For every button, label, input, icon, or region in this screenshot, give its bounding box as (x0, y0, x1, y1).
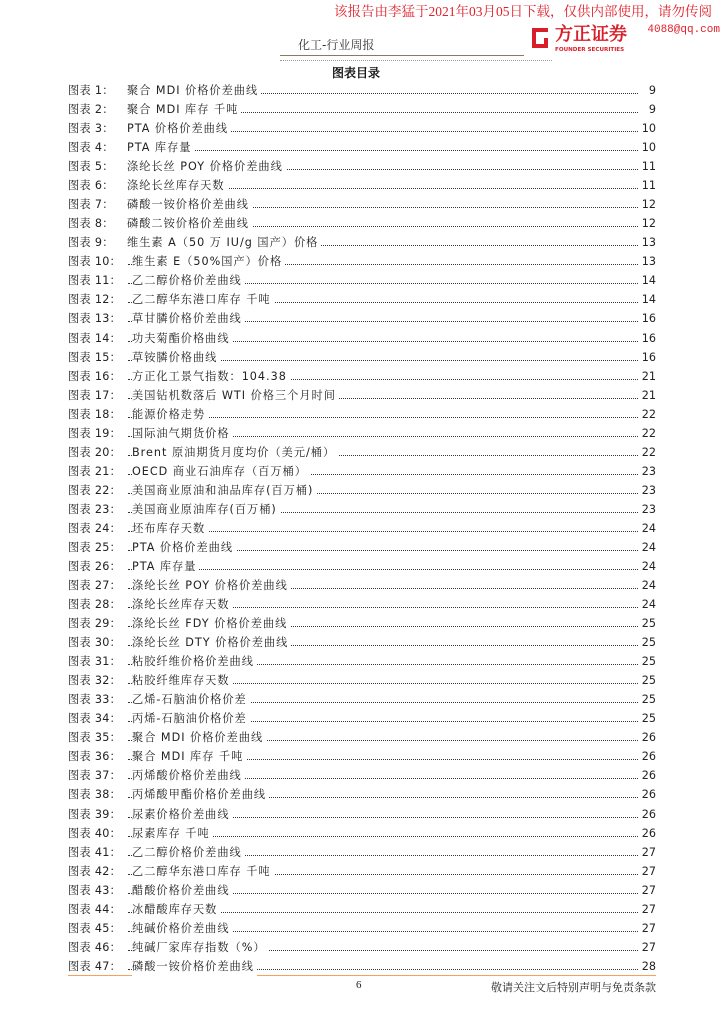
figure-page: 27 (639, 919, 656, 938)
figure-label: 图表 32： (68, 674, 122, 688)
figure-title: 乙烯-石脑油价格价差 (132, 690, 250, 709)
figure-title: 美国商业原油和油品库存(百万桶) (132, 481, 316, 500)
figure-title: 醋酸价格价差曲线 (132, 881, 233, 900)
figure-page: 14 (639, 290, 656, 309)
figure-title: 丙烯酸价格价差曲线 (132, 766, 245, 785)
figure-title: 涤纶长丝 DTY 价格价差曲线 (132, 633, 291, 652)
toc-entry[interactable] (68, 938, 656, 957)
toc-entry[interactable] (68, 443, 656, 462)
figure-title: Brent 原油期货月度均价（美元/桶） (132, 443, 338, 462)
figure-title: PTA 价格价差曲线 (132, 538, 236, 557)
figure-title: 维生素 A（50 万 IU/g 国产）价格 (127, 233, 321, 252)
figure-label: 图表 21： (68, 464, 122, 478)
toc-entry[interactable] (68, 195, 656, 214)
toc-entry[interactable] (68, 309, 656, 328)
figure-label: 图表 7： (68, 198, 114, 212)
figure-page: 27 (639, 843, 656, 862)
figure-page: 22 (639, 405, 656, 424)
toc-entry[interactable] (68, 862, 656, 881)
figure-label: 图表 41： (68, 845, 122, 859)
header-divider (280, 55, 524, 56)
report-category: 化工-行业周报 (298, 38, 375, 52)
figure-page: 24 (639, 519, 656, 538)
figure-label: 图表 25： (68, 540, 122, 554)
toc-entry[interactable] (68, 481, 656, 500)
figure-title: 纯碱厂家库存指数（%） (132, 938, 269, 957)
figure-title: 聚合 MDI 价格价差曲线 (132, 728, 266, 747)
figure-label: 图表 2： (68, 103, 114, 117)
figure-page: 9 (646, 81, 656, 100)
figure-label: 图表 15： (68, 350, 122, 364)
figure-page: 24 (639, 557, 656, 576)
toc-entry[interactable] (68, 214, 656, 233)
figure-label: 图表 1： (68, 84, 114, 97)
toc-entry[interactable] (68, 728, 656, 747)
figure-title: 涤纶长丝库存天数 (132, 595, 233, 614)
toc-entry[interactable] (68, 81, 656, 100)
figure-label: 图表 22： (68, 483, 122, 497)
figure-page: 23 (639, 500, 656, 519)
figure-page: 28 (639, 957, 656, 976)
figure-title: 乙二醇华东港口库存 千吨 (132, 290, 274, 309)
figure-title: 国际油气期货价格 (132, 424, 233, 443)
figure-label: 图表 26： (68, 560, 122, 573)
toc-entry[interactable] (68, 785, 656, 804)
toc-entry[interactable] (68, 252, 656, 271)
figure-page: 26 (639, 805, 656, 824)
header-dotted-divider (280, 60, 552, 61)
figure-page: 24 (639, 595, 656, 614)
figure-title: 乙二醇价格价差曲线 (132, 843, 245, 862)
figure-page: 26 (639, 824, 656, 843)
figure-label: 图表 34： (68, 712, 122, 726)
figure-label: 图表 42： (68, 864, 122, 878)
figure-title: 乙二醇价格价差曲线 (132, 271, 245, 290)
figure-title: PTA 库存量 (127, 138, 194, 157)
page-number: 6 (356, 979, 362, 991)
figure-label: 图表 19： (68, 426, 122, 440)
toc-entry[interactable] (68, 881, 656, 900)
figure-page: 26 (639, 766, 656, 785)
figure-label: 图表 8： (68, 217, 114, 231)
logo-text-en: FOUNDER SECURITIES (555, 47, 625, 53)
disclaimer-note: 敬请关注文后特别声明与免责条款 (491, 981, 656, 994)
figure-title: 磷酸一铵价格价差曲线 (132, 957, 257, 976)
figure-title: 功夫菊酯价格曲线 (132, 329, 233, 348)
figure-label: 图表 12： (68, 293, 122, 307)
figure-label: 图表 39： (68, 807, 122, 821)
figure-page: 27 (639, 881, 656, 900)
figure-page: 25 (639, 652, 656, 671)
figure-label: 图表 31： (68, 655, 122, 669)
figure-label: 图表 20： (68, 445, 122, 459)
figure-label: 图表 14： (68, 331, 122, 345)
figure-title: 尿素价格价差曲线 (132, 805, 233, 824)
figure-page: 10 (639, 119, 656, 138)
toc-entry[interactable] (68, 100, 656, 119)
figure-label: 图表 35： (68, 731, 122, 745)
figure-page: 25 (639, 633, 656, 652)
figure-page: 27 (639, 900, 656, 919)
figure-page: 27 (639, 862, 656, 881)
figure-page: 21 (639, 386, 656, 405)
figure-title: 涤纶长丝 POY 价格价差曲线 (127, 157, 286, 176)
figure-page: 25 (639, 614, 656, 633)
toc-entry[interactable] (68, 367, 656, 386)
figure-label: 图表 24： (68, 521, 122, 535)
figure-label: 图表 36： (68, 750, 122, 764)
figure-label: 图表 3： (68, 122, 114, 136)
figure-label: 图表 18： (68, 407, 122, 421)
toc-entry[interactable] (68, 348, 656, 367)
figure-title: 丙烯-石脑油价格价差 (132, 709, 250, 728)
toc-entry[interactable] (68, 462, 656, 481)
toc-entry[interactable] (68, 386, 656, 405)
toc-entry[interactable] (68, 671, 656, 690)
figure-title: 维生素 E（50%国产）价格 (132, 252, 285, 271)
figure-page: 22 (639, 443, 656, 462)
figure-title: PTA 库存量 (132, 557, 199, 576)
dot-leader (128, 150, 638, 151)
logo-text-cn: 方正证券 (555, 24, 627, 45)
figure-page: 14 (639, 271, 656, 290)
figure-label: 图表 10： (68, 255, 122, 269)
toc-entry[interactable] (68, 538, 656, 557)
figure-title: 磷酸一铵价格价差曲线 (127, 195, 252, 214)
figure-page: 22 (639, 424, 656, 443)
figure-page: 23 (639, 481, 656, 500)
figure-page: 16 (639, 329, 656, 348)
figure-title: 坯布库存天数 (132, 519, 208, 538)
figure-label: 图表 40： (68, 826, 122, 840)
figure-label: 图表 16： (68, 369, 122, 383)
figure-label: 图表 30： (68, 636, 122, 650)
figure-title: 丙烯酸甲酯价格价差曲线 (132, 785, 269, 804)
figure-page: 11 (639, 157, 656, 176)
figure-title: 乙二醇华东港口库存 千吨 (132, 862, 274, 881)
figure-page: 9 (646, 100, 656, 119)
toc-entry[interactable] (68, 576, 656, 595)
toc-entry[interactable] (68, 500, 656, 519)
figure-page: 26 (639, 785, 656, 804)
toc-entry[interactable] (68, 824, 656, 843)
figure-label: 图表 44： (68, 902, 122, 916)
dot-leader (128, 569, 638, 570)
figure-label: 图表 27： (68, 579, 122, 593)
toc-entry[interactable] (68, 424, 656, 443)
figure-page: 23 (639, 462, 656, 481)
toc-entry[interactable] (68, 900, 656, 919)
toc-entry[interactable] (68, 233, 656, 252)
figure-label: 图表 9： (68, 236, 114, 250)
toc-entry[interactable] (68, 747, 656, 766)
figure-title: 粘胶纤维价格价差曲线 (132, 652, 257, 671)
figure-title: 草甘膦价格价差曲线 (132, 309, 245, 328)
toc-entry[interactable] (68, 157, 656, 176)
figure-page: 13 (639, 252, 656, 271)
figure-title: 能源价格走势 (132, 405, 208, 424)
figure-page: 16 (639, 348, 656, 367)
figure-page: 24 (639, 576, 656, 595)
toc-entry[interactable] (68, 557, 656, 576)
figure-title: 美国钻机数落后 WTI 价格三个月时间 (132, 386, 339, 405)
toc-entry[interactable] (68, 690, 656, 709)
figure-title: 尿素库存 千吨 (132, 824, 213, 843)
figure-label: 图表 13： (68, 312, 122, 326)
figure-label: 图表 4： (68, 141, 114, 155)
toc-entry[interactable] (68, 805, 656, 824)
figure-title: OECD 商业石油库存（百万桶） (132, 462, 310, 481)
toc-entry[interactable] (68, 405, 656, 424)
figure-label: 图表 28： (68, 598, 122, 612)
toc-entry[interactable] (68, 176, 656, 195)
figure-title: 美国商业原油库存(百万桶) (132, 500, 280, 519)
figure-label: 图表 5： (68, 160, 114, 174)
watermark-email: 4088@qq.com (647, 24, 720, 36)
toc-entry[interactable] (68, 652, 656, 671)
figure-page: 25 (639, 709, 656, 728)
figure-label: 图表 11： (68, 274, 122, 288)
figure-label: 图表 46： (68, 940, 122, 954)
figure-title: 聚合 MDI 库存 千吨 (132, 747, 246, 766)
toc-entry[interactable] (68, 843, 656, 862)
toc-entry[interactable] (68, 329, 656, 348)
watermark-download-notice: 该报告由李猛于2021年03月05日下载，仅供内部使用，请勿传阅 (334, 4, 712, 19)
figure-label: 图表 37： (68, 769, 122, 783)
figure-label: 图表 23： (68, 502, 122, 516)
figure-page: 10 (639, 138, 656, 157)
toc-entry[interactable] (68, 919, 656, 938)
figure-title: 方正化工景气指数：104.38 (132, 367, 290, 386)
toc-entry[interactable] (68, 595, 656, 614)
toc-entry[interactable] (68, 271, 656, 290)
figure-label: 图表 29： (68, 617, 122, 631)
figure-label: 图表 45： (68, 921, 122, 935)
figure-title: 涤纶长丝 POY 价格价差曲线 (132, 576, 291, 595)
figure-title: 聚合 MDI 价格价差曲线 (127, 81, 261, 100)
logo-mark-icon (528, 26, 550, 48)
toc-entry[interactable] (68, 119, 656, 138)
toc-title-text: 图表目录 (331, 66, 380, 80)
figure-title: 纯碱价格价差曲线 (132, 919, 233, 938)
toc-entry[interactable] (68, 614, 656, 633)
figure-page: 12 (639, 195, 656, 214)
figure-title: 粘胶纤维库存天数 (132, 671, 233, 690)
toc-entry[interactable] (68, 709, 656, 728)
figure-label: 图表 43： (68, 883, 122, 897)
figure-page: 12 (639, 214, 656, 233)
toc-title (0, 66, 724, 80)
figure-title: 冰醋酸库存天数 (132, 900, 220, 919)
figure-label: 图表 47： (68, 959, 122, 973)
figure-title: 磷酸二铵价格价差曲线 (127, 214, 252, 233)
figure-page: 25 (639, 671, 656, 690)
figure-page: 13 (639, 233, 656, 252)
figure-page: 25 (639, 690, 656, 709)
toc-entry[interactable] (68, 138, 656, 157)
figure-title: 草铵膦价格曲线 (132, 348, 220, 367)
figure-title: 涤纶长丝 FDY 价格价差曲线 (132, 614, 290, 633)
toc-entry[interactable] (68, 766, 656, 785)
figure-label: 图表 17： (68, 388, 122, 402)
figure-page: 24 (639, 538, 656, 557)
toc-entry[interactable] (68, 519, 656, 538)
toc-entry[interactable] (68, 633, 656, 652)
figure-page: 27 (639, 938, 656, 957)
figure-page: 21 (639, 367, 656, 386)
toc-entry[interactable] (68, 290, 656, 309)
figure-title: 聚合 MDI 库存 千吨 (127, 100, 241, 119)
figure-page: 16 (639, 309, 656, 328)
founder-securities-logo (528, 24, 634, 54)
figure-title: 涤纶长丝库存天数 (127, 176, 228, 195)
toc-entry[interactable] (68, 957, 656, 976)
figure-label: 图表 33： (68, 693, 122, 707)
figure-title: PTA 价格价差曲线 (127, 119, 231, 138)
figure-page: 26 (639, 747, 656, 766)
figure-label: 图表 38： (68, 788, 122, 802)
figure-page: 26 (639, 728, 656, 747)
figure-page: 11 (639, 176, 656, 195)
figure-label: 图表 6： (68, 179, 114, 193)
